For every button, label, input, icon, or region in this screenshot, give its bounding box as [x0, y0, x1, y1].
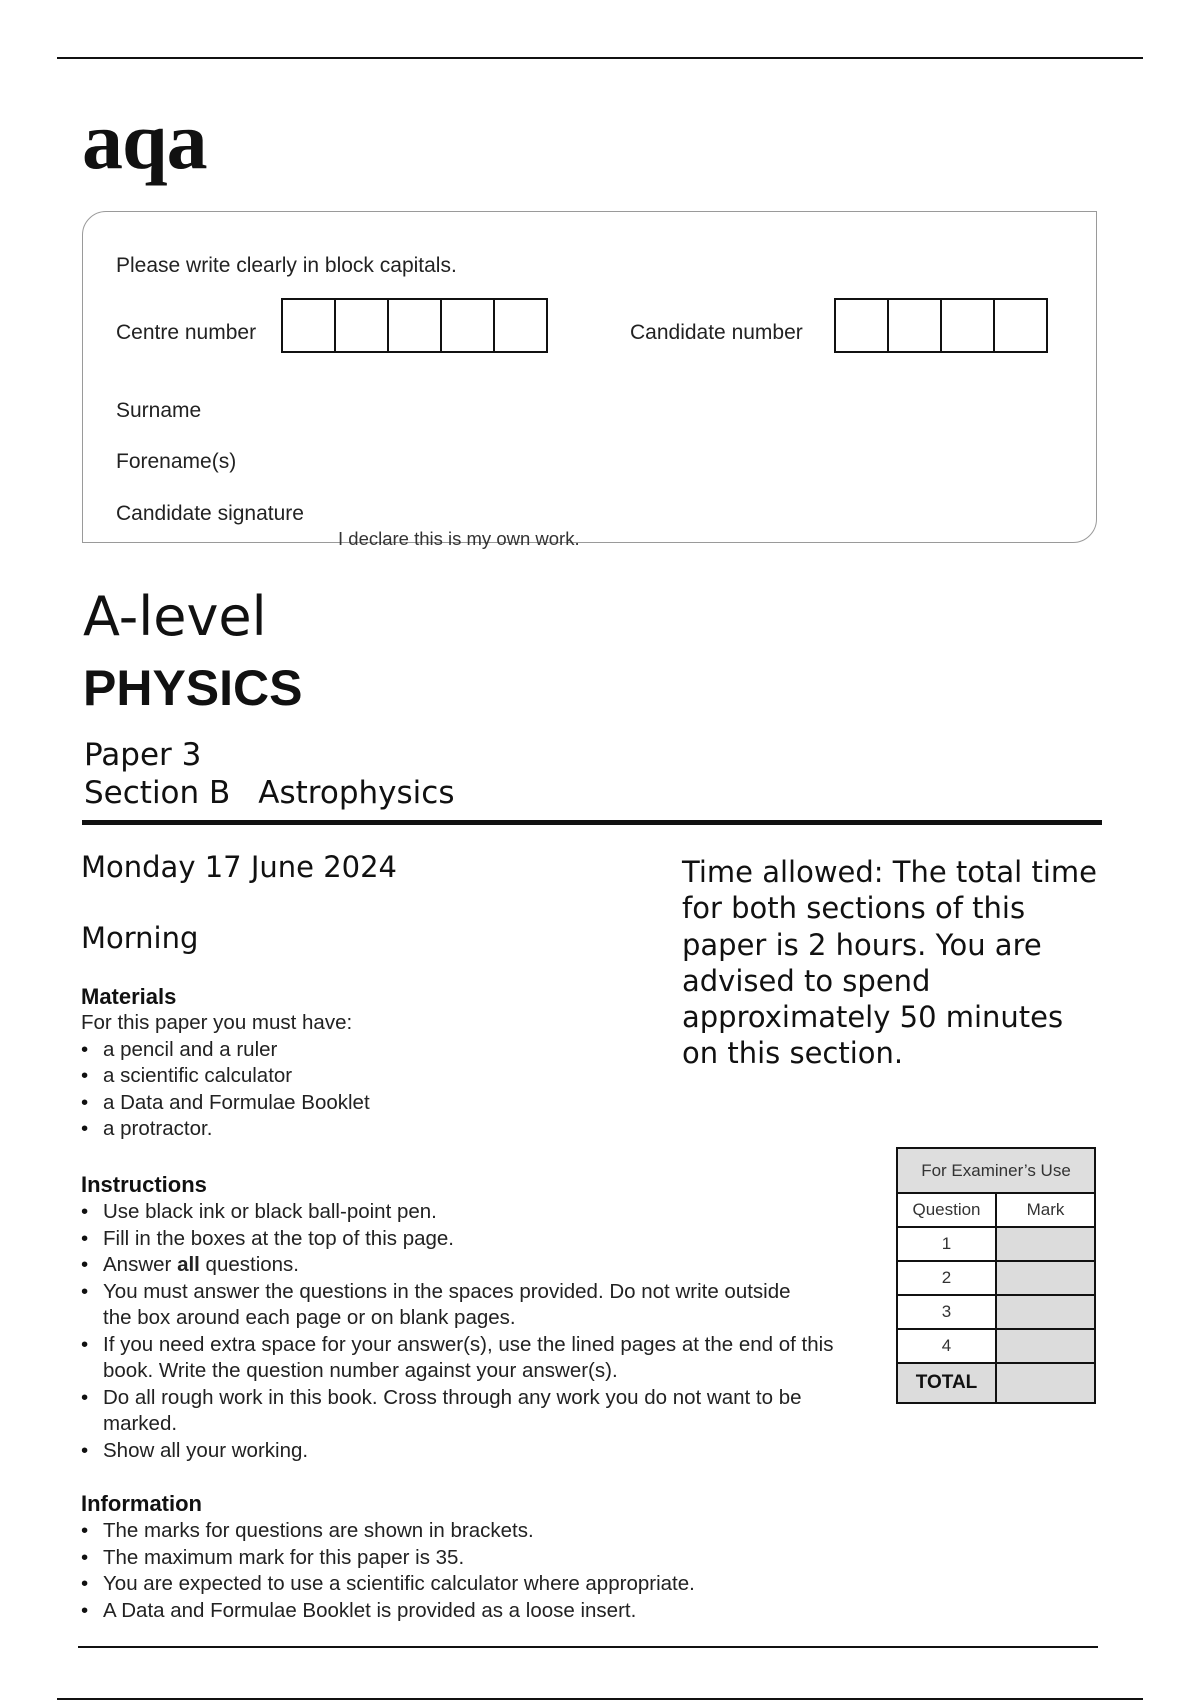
list-item: • A Data and Formulae Booklet is provided as a loose insert.	[81, 1598, 881, 1625]
information-list	[81, 1518, 881, 1624]
section-line	[84, 774, 454, 812]
candidate-number-digit[interactable]	[887, 298, 942, 353]
list-item: • Answer all questions.	[81, 1252, 841, 1279]
table-row	[897, 1227, 1095, 1261]
table-row	[897, 1261, 1095, 1295]
list-item: • You must answer the questions in the spaces provided. Do not write outside the box around each page or on blank pages.	[81, 1279, 803, 1332]
paper-number: Paper 3	[84, 737, 202, 773]
materials-section	[81, 986, 641, 1143]
table-row	[897, 1363, 1095, 1403]
signature-label: Candidate signature	[116, 502, 304, 525]
surname-label: Surname	[116, 399, 202, 422]
list-item: • Fill in the boxes at the top of this page.	[81, 1226, 841, 1253]
centre-number-field[interactable]	[281, 298, 548, 353]
centre-number-label: Centre number	[116, 321, 257, 344]
materials-heading: Materials	[81, 984, 177, 1009]
declaration-text: I declare this is my own work.	[338, 528, 580, 549]
question-number: 2	[897, 1261, 996, 1295]
total-mark-cell[interactable]	[996, 1363, 1095, 1403]
information-section	[81, 1493, 881, 1624]
candidate-number-digit[interactable]	[993, 298, 1048, 353]
title-divider	[82, 820, 1102, 825]
question-column-header: Question	[897, 1193, 996, 1227]
forenames-label: Forename(s)	[116, 450, 237, 473]
centre-number-digit[interactable]	[440, 298, 495, 353]
emphasis-all: all	[177, 1253, 200, 1276]
list-item: • a protractor.	[81, 1116, 641, 1143]
qualification-title: A-level	[83, 585, 267, 648]
examiner-use-table	[896, 1147, 1096, 1404]
list-item: • a scientific calculator	[81, 1063, 641, 1090]
information-heading: Information	[81, 1491, 202, 1516]
mark-cell[interactable]	[996, 1329, 1095, 1363]
mark-column-header: Mark	[996, 1193, 1095, 1227]
mark-cell[interactable]	[996, 1227, 1095, 1261]
list-item: • If you need extra space for your answer(s), use the lined pages at the end of this book. Write the question number against your answer(s).	[81, 1332, 863, 1385]
time-allowed: Time allowed: The total time for both sections of this paper is 2 hours. You are advised to spend approximately 50 minutes on this section.	[682, 855, 1097, 1071]
list-item: • Do all rough work in this book. Cross through any work you do not want to be marked.	[81, 1385, 823, 1438]
question-number: 3	[897, 1295, 996, 1329]
top-rule	[57, 57, 1143, 59]
mark-cell[interactable]	[996, 1261, 1095, 1295]
total-label: TOTAL	[897, 1363, 996, 1403]
list-item: • a Data and Formulae Booklet	[81, 1090, 641, 1117]
aqa-logo: aqa	[82, 95, 207, 186]
centre-number-digit[interactable]	[493, 298, 548, 353]
examiner-table-title: For Examiner’s Use	[897, 1148, 1095, 1193]
centre-number-digit[interactable]	[334, 298, 389, 353]
candidate-number-digit[interactable]	[940, 298, 995, 353]
list-item: • The maximum mark for this paper is 35.	[81, 1545, 881, 1572]
question-number: 4	[897, 1329, 996, 1363]
instructions-list	[81, 1199, 841, 1464]
instructions-section	[81, 1174, 841, 1464]
list-item: • The marks for questions are shown in brackets.	[81, 1518, 881, 1545]
bottom-rule	[78, 1646, 1098, 1648]
list-item: • You are expected to use a scientific calculator where appropriate.	[81, 1571, 881, 1598]
materials-intro: For this paper you must have:	[81, 1011, 353, 1034]
candidate-number-digit[interactable]	[834, 298, 889, 353]
centre-number-digit[interactable]	[281, 298, 336, 353]
list-item: • Use black ink or black ball-point pen.	[81, 1199, 841, 1226]
exam-date: Monday 17 June 2024	[81, 850, 397, 884]
table-row	[897, 1295, 1095, 1329]
centre-number-digit[interactable]	[387, 298, 442, 353]
list-item: • a pencil and a ruler	[81, 1037, 641, 1064]
mark-cell[interactable]	[996, 1295, 1095, 1329]
exam-session: Morning	[81, 921, 199, 955]
block-capitals-instruction: Please write clearly in block capitals.	[116, 254, 457, 277]
section-topic: Astrophysics	[258, 775, 455, 811]
candidate-number-label: Candidate number	[630, 321, 803, 344]
candidate-number-field[interactable]	[834, 298, 1048, 353]
materials-list	[81, 1037, 641, 1143]
table-row	[897, 1329, 1095, 1363]
question-number: 1	[897, 1227, 996, 1261]
instructions-heading: Instructions	[81, 1172, 207, 1197]
subject-title: PHYSICS	[83, 660, 303, 716]
section-label: Section B	[84, 775, 231, 811]
paper-info	[84, 736, 454, 812]
list-item: • Show all your working.	[81, 1438, 841, 1465]
